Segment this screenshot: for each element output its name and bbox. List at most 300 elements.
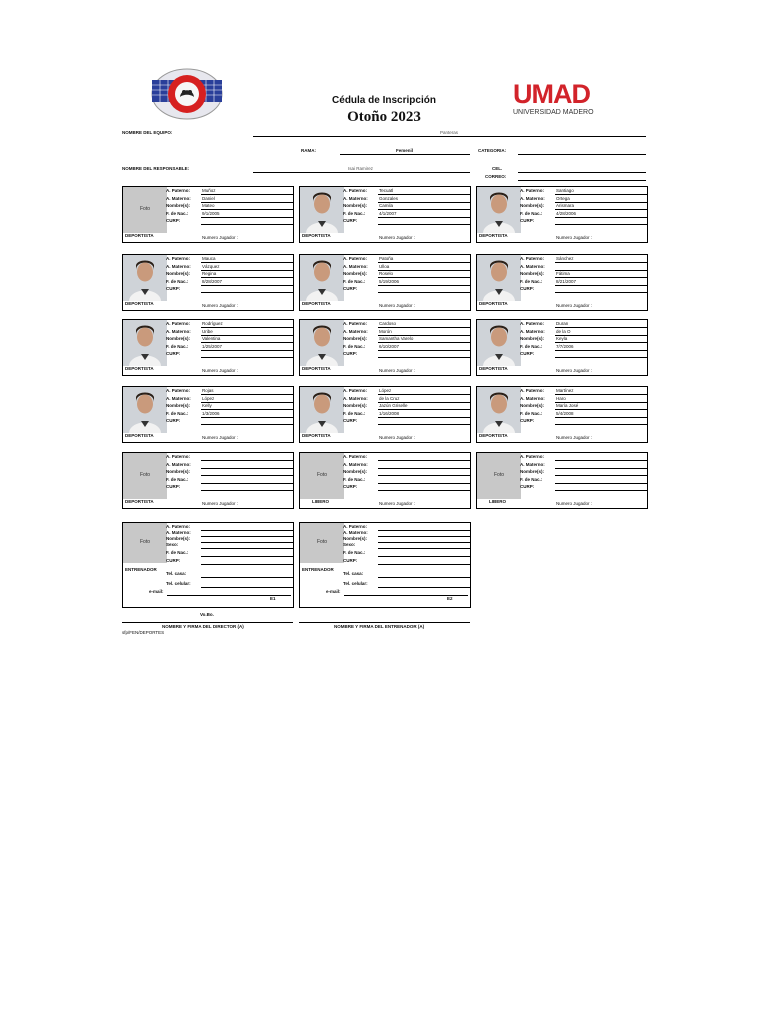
field-label: CURP: — [166, 218, 181, 224]
coach-field-tel_cel — [343, 581, 471, 588]
field-materno — [520, 264, 648, 271]
field-nac — [166, 411, 294, 418]
field-nac — [166, 279, 294, 286]
player-photo — [300, 187, 344, 233]
field-label: A. Materno: — [343, 195, 368, 201]
rama-label: RAMA: — [301, 148, 316, 153]
field-curp — [520, 484, 648, 491]
player-number-label: Numero Jugador : — [202, 235, 239, 240]
field-materno — [343, 264, 471, 271]
field-label: CURP: — [520, 484, 535, 490]
field-label: F. de Nac.: — [343, 278, 366, 284]
field-value: Duran — [556, 321, 569, 326]
field-underline — [201, 587, 294, 588]
field-label: F. de Nac.: — [520, 343, 543, 349]
field-label: CURP: — [520, 351, 535, 357]
field-value: 5/19/2006 — [379, 278, 400, 284]
field-label: Nombre(s): — [343, 336, 368, 342]
field-label: A. Materno: — [166, 263, 191, 269]
field-nombres — [343, 469, 471, 476]
player-number-label: Numero Jugador : — [379, 235, 416, 240]
coach-signature-line — [299, 622, 470, 623]
player-role: DEPORTISTA — [302, 301, 331, 306]
field-nombres — [166, 271, 294, 278]
field-underline — [555, 424, 648, 425]
field-label: A. Paterno: — [520, 388, 545, 393]
field-label: Nombre(s): — [520, 336, 545, 342]
team-name-line — [253, 136, 646, 137]
field-paterno — [520, 454, 648, 461]
field-curp — [166, 218, 294, 225]
responsable-line — [253, 172, 470, 173]
player-card — [299, 452, 471, 509]
umad-logo-text: UMAD — [513, 79, 590, 109]
cel-line — [518, 172, 646, 173]
player-card — [476, 254, 648, 311]
field-underline — [378, 587, 471, 588]
player-card — [299, 186, 471, 243]
vobo-label: Vo.Bo. — [200, 612, 214, 617]
field-value: Mateo — [202, 203, 215, 209]
field-label: A. Materno: — [166, 195, 191, 201]
field-label: A. Paterno: — [520, 321, 545, 326]
school-crest-logo — [150, 68, 224, 120]
player-number-label: Numero Jugador : — [556, 235, 593, 240]
field-materno — [166, 462, 294, 469]
field-value: Daniel — [202, 195, 215, 201]
field-label: Tel. celular: — [343, 581, 368, 586]
player-card — [476, 186, 648, 243]
coach-email-label: e-mail: — [149, 589, 164, 594]
field-underline — [201, 490, 294, 491]
player-number-label: Numero Jugador : — [202, 501, 239, 506]
field-nombres — [166, 203, 294, 210]
field-underline — [201, 224, 294, 225]
field-label: A. Paterno: — [166, 524, 191, 529]
field-label: A. Paterno: — [520, 188, 545, 193]
coach-tag: E1 — [270, 596, 276, 601]
player-photo — [300, 255, 344, 301]
field-label: Nombre(s): — [343, 469, 368, 475]
field-nombres — [520, 403, 648, 410]
photo-placeholder — [300, 523, 344, 563]
player-card — [299, 319, 471, 376]
field-value: Haro — [556, 395, 566, 401]
coach-email-label: e-mail: — [326, 589, 341, 594]
field-nac — [520, 279, 648, 286]
coach-field-curp — [166, 558, 294, 565]
field-underline — [378, 490, 471, 491]
player-card — [122, 452, 294, 509]
player-role: DEPORTISTA — [302, 233, 331, 238]
photo-placeholder-label: Foto — [316, 472, 327, 478]
field-value: Jazún Griselle — [379, 403, 408, 409]
player-role: DEPORTISTA — [302, 366, 331, 371]
field-nombres — [520, 203, 648, 210]
field-curp — [166, 418, 294, 425]
field-label: Nombre(s): — [520, 271, 545, 277]
field-value: Morón — [379, 328, 392, 334]
field-label: A. Materno: — [166, 461, 191, 467]
player-number-label: Numero Jugador : — [379, 368, 416, 373]
player-card — [299, 254, 471, 311]
player-photo — [477, 387, 521, 433]
coach-tag: E2 — [447, 596, 453, 601]
player-role: DEPORTISTA — [479, 301, 508, 306]
field-underline — [378, 577, 471, 578]
field-label: A. Materno: — [520, 395, 545, 401]
field-nombres — [166, 336, 294, 343]
photo-placeholder-label: Foto — [139, 472, 150, 478]
field-label: Nombre(s): — [166, 336, 191, 342]
field-materno — [343, 462, 471, 469]
field-label: A. Materno: — [520, 263, 545, 269]
player-role: LIBERO — [312, 499, 330, 504]
field-label: CURP: — [343, 484, 358, 490]
field-underline — [201, 292, 294, 293]
field-label: A. Paterno: — [166, 256, 191, 261]
categoria-line — [518, 154, 646, 155]
field-value: Roselo — [379, 271, 394, 277]
photo-placeholder — [123, 523, 167, 563]
photo-placeholder-label: Foto — [316, 539, 327, 545]
player-role: DEPORTISTA — [479, 433, 508, 438]
field-materno — [520, 396, 648, 403]
player-card — [476, 319, 648, 376]
photo-placeholder-label: Foto — [493, 472, 504, 478]
field-label: A. Paterno: — [166, 188, 191, 193]
player-role: DEPORTISTA — [125, 301, 154, 306]
form-title: Otoño 2023 — [347, 109, 421, 125]
field-value: Keyla — [556, 336, 568, 342]
field-label: Sexo: — [166, 542, 179, 547]
rama-value: Femenil — [396, 148, 414, 153]
field-label: F. de Nac.: — [166, 343, 189, 349]
coach-field-sexo — [166, 542, 294, 549]
field-materno — [520, 329, 648, 336]
coach-field-sexo — [343, 542, 471, 549]
field-nac — [520, 411, 648, 418]
field-label: F. de Nac.: — [343, 550, 366, 555]
field-curp — [343, 484, 471, 491]
field-paterno — [343, 388, 471, 395]
field-label: CURP: — [166, 351, 181, 357]
field-underline — [378, 224, 471, 225]
field-label: Nombre(s): — [343, 403, 368, 409]
correo-label: CORREO: — [485, 174, 507, 179]
field-underline — [201, 548, 294, 549]
field-curp — [343, 218, 471, 225]
field-underline — [201, 424, 294, 425]
player-card — [476, 452, 648, 509]
field-label: A. Materno: — [166, 395, 191, 401]
field-value: Santiago — [556, 188, 574, 193]
field-label: Nombre(s): — [343, 203, 368, 209]
field-label: Nombre(s): — [343, 536, 368, 541]
team-name-label: NOMBRE DEL EQUIPO: — [122, 130, 173, 135]
field-curp — [520, 218, 648, 225]
field-curp — [520, 351, 648, 358]
field-label: A. Materno: — [520, 461, 545, 467]
field-underline — [378, 564, 471, 565]
footer-code: sfp/FEN/DEPORTES — [122, 630, 165, 635]
photo-placeholder-label: Foto — [139, 539, 150, 545]
field-value: 8/28/2007 — [202, 278, 223, 284]
field-underline — [201, 577, 294, 578]
field-paterno — [343, 256, 471, 263]
player-photo — [300, 320, 344, 366]
field-label: A. Paterno: — [520, 454, 545, 459]
field-nombres — [343, 336, 471, 343]
field-nac — [166, 477, 294, 484]
field-label: Nombre(s): — [343, 271, 368, 277]
photo-placeholder — [477, 453, 521, 499]
field-value: Ulloa — [379, 263, 390, 269]
field-label: F. de Nac.: — [520, 278, 543, 284]
player-number-label: Numero Jugador : — [379, 501, 416, 506]
field-value: Regina — [202, 271, 217, 277]
field-value: López — [202, 395, 215, 401]
rama-line — [340, 154, 470, 155]
field-value: 7/7/2006 — [556, 343, 574, 349]
field-nombres — [343, 203, 471, 210]
field-value: Samantha Varelo — [379, 336, 414, 342]
field-label: F. de Nac.: — [166, 410, 189, 416]
field-value: 1/16/2008 — [379, 410, 400, 416]
player-number-label: Numero Jugador : — [202, 303, 239, 308]
coach-field-curp — [343, 558, 471, 565]
field-value: 4/28/2006 — [556, 210, 577, 216]
field-nac — [166, 344, 294, 351]
player-photo — [477, 187, 521, 233]
field-nombres — [520, 469, 648, 476]
field-value: Mauca — [202, 256, 216, 261]
categoria-label: CATEGORIA: — [478, 148, 507, 153]
field-value: Martínez — [556, 388, 574, 393]
field-materno — [166, 396, 294, 403]
field-value: Sánchez — [556, 256, 574, 261]
field-nac — [343, 279, 471, 286]
field-paterno — [343, 454, 471, 461]
field-label: F. de Nac.: — [520, 476, 543, 482]
field-label: A. Materno: — [166, 328, 191, 334]
player-number-label: Numero Jugador : — [379, 303, 416, 308]
photo-placeholder-label: Foto — [139, 206, 150, 212]
field-label: A. Paterno: — [343, 388, 368, 393]
coach-field-nac — [166, 550, 294, 557]
field-underline — [378, 556, 471, 557]
field-curp — [166, 286, 294, 293]
field-value: Patoña — [379, 256, 394, 261]
field-nac — [520, 211, 648, 218]
field-materno — [343, 196, 471, 203]
field-materno — [166, 264, 294, 271]
field-label: A. Materno: — [343, 530, 368, 535]
field-underline — [555, 292, 648, 293]
field-paterno — [520, 388, 648, 395]
field-value: 8/21/2007 — [556, 278, 577, 284]
player-photo — [300, 387, 344, 433]
field-value: Vázquez — [202, 263, 220, 269]
field-curp — [343, 418, 471, 425]
field-curp — [343, 351, 471, 358]
field-materno — [343, 396, 471, 403]
field-value: de la O — [556, 328, 571, 334]
field-curp — [520, 286, 648, 293]
field-value: 1/25/2007 — [202, 343, 223, 349]
field-materno — [166, 196, 294, 203]
field-paterno — [166, 454, 294, 461]
field-label: Nombre(s): — [520, 403, 545, 409]
field-label: Nombre(s): — [166, 271, 191, 277]
coach-card — [122, 522, 294, 608]
cel-label: CEL. — [492, 166, 503, 171]
player-role: DEPORTISTA — [125, 499, 154, 504]
field-label: F. de Nac.: — [166, 550, 189, 555]
field-value: 1/3/2006 — [202, 410, 220, 416]
field-label: A. Materno: — [520, 195, 545, 201]
field-label: A. Paterno: — [343, 256, 368, 261]
player-card — [122, 254, 294, 311]
player-card — [299, 386, 471, 443]
field-label: F. de Nac.: — [343, 410, 366, 416]
field-label: A. Paterno: — [343, 321, 368, 326]
field-label: A. Paterno: — [520, 256, 545, 261]
coach-field-tel_casa — [166, 571, 294, 578]
field-label: CURP: — [343, 418, 358, 424]
field-label: A. Materno: — [520, 328, 545, 334]
coach-card — [299, 522, 471, 608]
player-number-label: Numero Jugador : — [379, 435, 416, 440]
director-signature-label: NOMBRE Y FIRMA DEL DIRECTOR (A) — [162, 624, 244, 629]
field-label: CURP: — [343, 286, 358, 292]
player-card — [122, 386, 294, 443]
field-label: F. de Nac.: — [520, 410, 543, 416]
field-underline — [555, 357, 648, 358]
field-underline — [378, 292, 471, 293]
field-value: 6/10/2007 — [379, 343, 400, 349]
field-paterno — [520, 321, 648, 328]
coach-role: ENTRENADOR — [125, 567, 157, 572]
field-underline — [378, 424, 471, 425]
field-materno — [166, 329, 294, 336]
umad-logo — [513, 80, 608, 120]
field-label: CURP: — [166, 558, 181, 563]
field-nac — [343, 211, 471, 218]
field-underline — [555, 224, 648, 225]
field-nac — [343, 411, 471, 418]
field-value: Valentina — [202, 336, 221, 342]
field-nombres — [343, 403, 471, 410]
field-materno — [520, 462, 648, 469]
umad-logo-subtext: UNIVERSIDAD MADERO — [513, 109, 594, 116]
photo-placeholder — [123, 187, 167, 233]
field-label: Nombre(s): — [166, 203, 191, 209]
field-label: A. Paterno: — [166, 321, 191, 326]
field-label: A. Paterno: — [343, 524, 368, 529]
field-nac — [343, 344, 471, 351]
field-value: Arismara — [556, 203, 575, 209]
coach-field-tel_casa — [343, 571, 471, 578]
field-label: F. de Nac.: — [343, 343, 366, 349]
field-value: 4/1/2007 — [379, 210, 397, 216]
field-nac — [520, 477, 648, 484]
field-label: A. Paterno: — [343, 188, 368, 193]
field-value: Rojas — [202, 388, 214, 393]
field-value: Tecuatl — [379, 188, 394, 193]
correo-line — [518, 180, 646, 181]
field-materno — [520, 196, 648, 203]
player-role: DEPORTISTA — [125, 366, 154, 371]
field-label: A. Materno: — [343, 395, 368, 401]
field-label: A. Materno: — [166, 530, 191, 535]
field-nombres — [166, 469, 294, 476]
field-nac — [166, 211, 294, 218]
player-number-label: Numero Jugador : — [556, 501, 593, 506]
coach-field-nac — [343, 550, 471, 557]
field-label: Sexo: — [343, 542, 356, 547]
coach-field-tel_cel — [166, 581, 294, 588]
field-underline — [201, 564, 294, 565]
field-nombres — [520, 336, 648, 343]
player-card — [122, 186, 294, 243]
field-label: F. de Nac.: — [166, 278, 189, 284]
field-underline — [555, 490, 648, 491]
field-label: F. de Nac.: — [343, 210, 366, 216]
field-value: Rodríguez — [202, 321, 223, 326]
player-photo — [477, 255, 521, 301]
field-value: Gonzales — [379, 195, 399, 201]
field-nac — [520, 344, 648, 351]
field-value: Uribe — [202, 328, 213, 334]
field-label: CURP: — [520, 286, 535, 292]
field-label: A. Materno: — [343, 328, 368, 334]
field-paterno — [520, 188, 648, 195]
field-curp — [166, 484, 294, 491]
field-label: Nombre(s): — [520, 469, 545, 475]
team-name-value: Panteras — [440, 130, 459, 135]
coach-signature-label: NOMBRE Y FIRMA DEL ENTRENADOR (A) — [334, 624, 425, 629]
field-value: 5/4/2008 — [556, 410, 574, 416]
field-label: F. de Nac.: — [166, 476, 189, 482]
field-label: CURP: — [343, 218, 358, 224]
field-label: F. de Nac.: — [343, 476, 366, 482]
field-paterno — [520, 256, 648, 263]
field-label: F. de Nac.: — [520, 210, 543, 216]
responsable-label: NOMBRE DEL RESPONSABLE: — [122, 166, 190, 171]
field-nombres — [166, 403, 294, 410]
field-label: A. Paterno: — [166, 388, 191, 393]
field-label: A. Paterno: — [343, 454, 368, 459]
field-label: CURP: — [343, 351, 358, 357]
field-label: Nombre(s): — [166, 403, 191, 409]
photo-placeholder — [300, 453, 344, 499]
player-number-label: Numero Jugador : — [202, 435, 239, 440]
director-signature-line — [122, 622, 293, 623]
field-paterno — [166, 188, 294, 195]
field-label: CURP: — [166, 418, 181, 424]
field-underline — [378, 357, 471, 358]
player-role: DEPORTISTA — [479, 366, 508, 371]
field-value: Kelly — [202, 403, 212, 409]
field-label: A. Materno: — [343, 461, 368, 467]
field-nac — [343, 477, 471, 484]
player-number-label: Numero Jugador : — [556, 435, 593, 440]
field-label: F. de Nac.: — [166, 210, 189, 216]
player-role: LIBERO — [489, 499, 507, 504]
player-role: DEPORTISTA — [125, 433, 154, 438]
responsable-value: Isai Ramirez — [348, 166, 374, 171]
